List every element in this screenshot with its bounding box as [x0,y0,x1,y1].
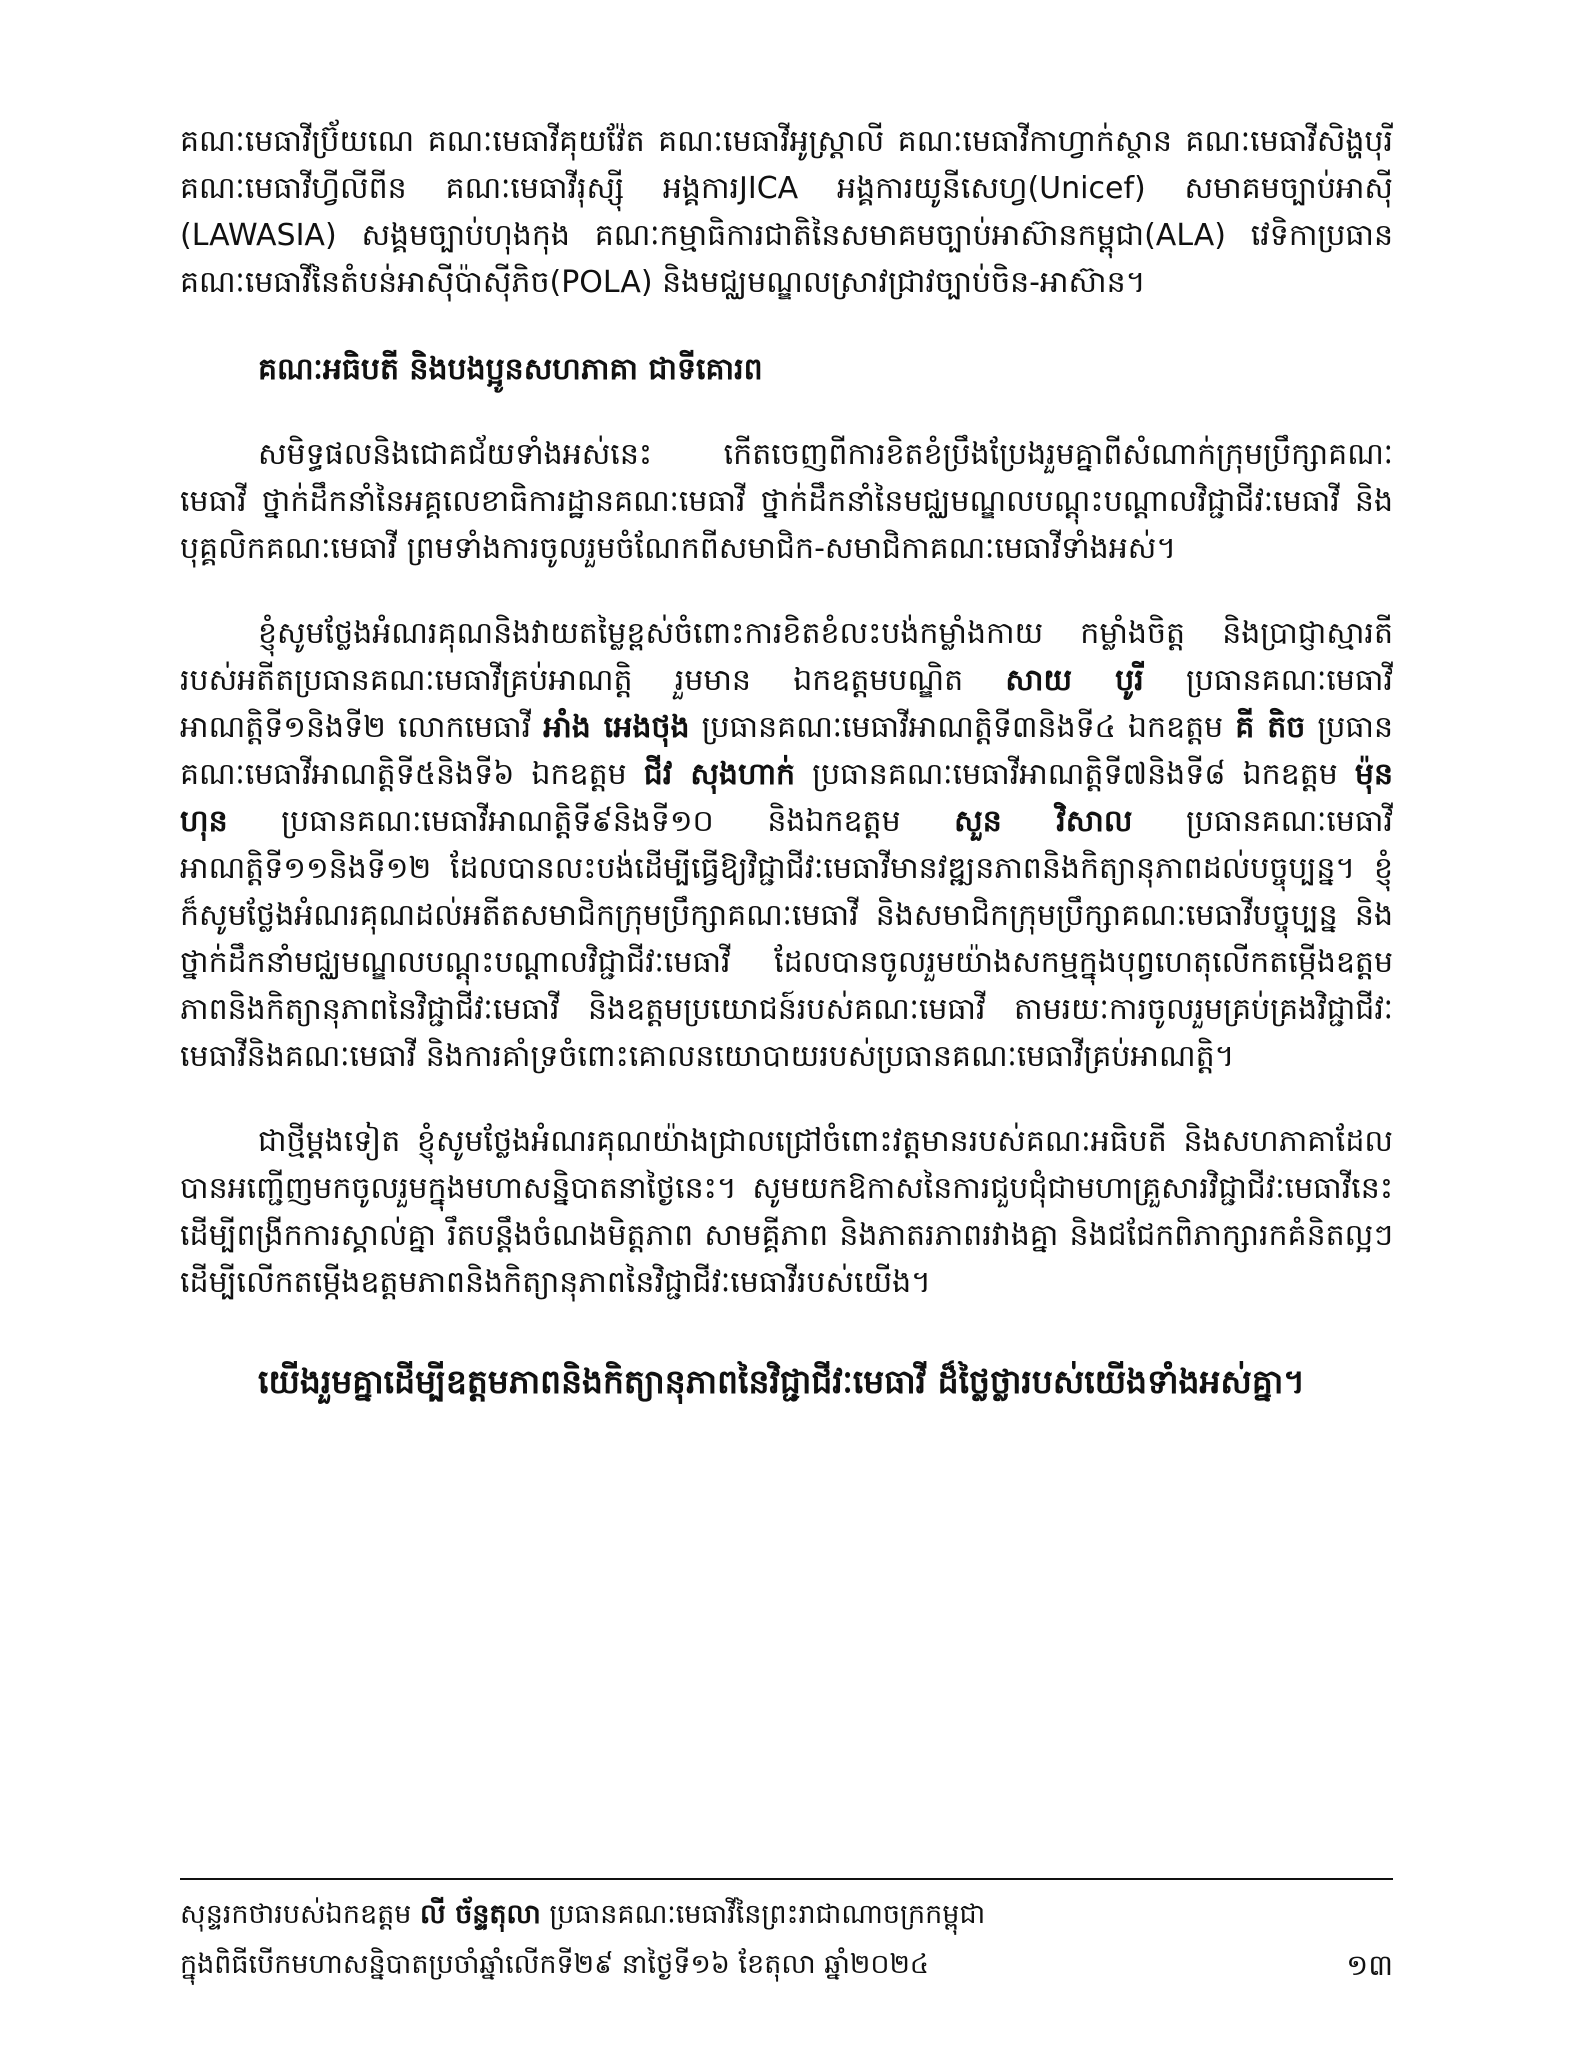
former-president-name: ជីវ សុងហាក់ [643,757,796,792]
page-number: ១៣ [1346,1948,1393,1982]
footer-speaker-name: លី ច័ន្ទតុលា [419,1899,541,1930]
text-segment: ប្រធានគណៈមេធាវីអាណត្តិទី៥និងទី៦ ឯកឧត្តម [180,710,1394,792]
speech-body [180,118,1393,1405]
paragraph-partners: គណៈមេធាវីប៊្រ័យណេ គណៈមេធាវីគុយវ៉ែត គណៈមេធាវីអូស្ត្រាលី គណៈមេធាវីកាហ្វាក់ស្ថាន គណៈមេធាវីសិង្ហបុរី គណៈមេធាវីហ្វីលីពីន គណៈមេធាវីរុស្ស៊ី អង្គការJICA អង្គការយូនីសេហ្វ(Unicef) សមាគមច្បាប់អាស៊ី (LAWASIA) សង្គមច្បាប់ហុងកុង គណៈកម្មាធិការជាតិនៃសមាគមច្បាប់អាស៊ានកម្ពុជា(ALA) វេទិកាប្រធានគណៈមេធាវីនៃតំបន់អាស៊ីប៉ាស៊ីភិច(POLA) និងមជ្ឈមណ្ឌលស្រាវជ្រាវច្បាប់ចិន-អាស៊ាន។ [180,124,1393,300]
text-segment: ប្រធានគណៈមេធាវីអាណត្តិទី៧និងទី៨ ឯកឧត្តម [795,757,1355,792]
footer-prefix: សុន្ទរកថារបស់ឯកឧត្តម [180,1899,420,1930]
closing-statement: យើងរួមគ្នាដើម្បីឧត្តមភាពនិងកិត្យានុភាពនៃវិជ្ជាជីវៈមេធាវី ដ៏ថ្លៃថ្លារបស់យើងទាំងអស់គ្នា។ [258,1362,1306,1401]
paragraph-thanks-guests: ជាថ្មីម្តងទៀត ខ្ញុំសូមថ្លែងអំណរគុណយ៉ាងជ្រាលជ្រៅចំពោះវត្តមានរបស់គណៈអធិបតី និងសហភាគាដែលបានអញ្ជើញមកចូលរួមក្នុងមហាសន្និបាតនាថ្ងៃនេះ។ សូមយកឱកាសនៃការជួបជុំជាមហាគ្រួសារវិជ្ជាជីវៈមេធាវីនេះ ដើម្បីពង្រីកការស្គាល់គ្នា រឹតបន្តឹងចំណងមិត្តភាព សាមគ្គីភាព និងភាតរភាពរវាងគ្នា និងជជែកពិភាក្សារកគំនិតល្អៗដើម្បីលើកតម្កើងឧត្តមភាពនិងកិត្យានុភាពនៃវិជ្ជាជីវៈមេធាវីរបស់យើង។ [180,1124,1393,1300]
former-president-name: សាយ បូរី [1005,663,1144,698]
former-president-name: សួន វិសាល [954,804,1133,839]
text-segment: ខ្ញុំសូមថ្លែងអំណរគុណនិងវាយតម្លៃខ្ពស់ចំពោះការខិតខំលះបង់កម្លាំងកាយ កម្លាំងចិត្ត និងប្រាជ្ញាស្មារតីរបស់អតីតប្រធានគណៈមេធាវីគ្រប់អាណត្តិ រួមមាន ឯកឧត្តមបណ្ឌិត [180,616,1393,698]
footer-line-1 [180,1890,1393,1940]
paragraph-achievements: សមិទ្ធផលនិងជោគជ័យទាំងអស់នេះ កើតចេញពីការខិតខំប្រឹងប្រែងរួមគ្នាពីសំណាក់ក្រុមប្រឹក្សាគណៈមេធាវី ថ្នាក់ដឹកនាំនៃអគ្គលេខាធិការដ្ឋានគណៈមេធាវី ថ្នាក់ដឹកនាំនៃមជ្ឈមណ្ឌលបណ្តុះបណ្តាលវិជ្ជាជីវៈមេធាវី និងបុគ្គលិកគណៈមេធាវី ព្រមទាំងការចូលរួមចំណែកពីសមាជិក-សមាជិកាគណៈមេធាវីទាំងអស់។ [180,437,1393,566]
text-segment: ប្រធានគណៈមេធាវីអាណត្តិទី៩និងទី១០ និងឯកឧត្តម [227,804,955,839]
paragraph-gratitude-presidents [180,610,1393,1080]
text-segment: ប្រធានគណៈមេធាវីអាណត្តិទី៣និងទី៤ ឯកឧត្តម [689,710,1236,745]
text-segment: ប្រធានគណៈមេធាវីអាណត្តិទី១១និងទី១២ ដែលបានលះបង់ដើម្បីធ្វើឱ្យវិជ្ជាជីវៈមេធាវីមានវឌ្ឍនភាពនិងកិត្យានុភាពដល់បច្ចុប្បន្ន។ ខ្ញុំក៏សូមថ្លែងអំណរគុណដល់អតីតសមាជិកក្រុមប្រឹក្សាគណៈមេធាវី និងសមាជិកក្រុមប្រឹក្សាគណៈមេធាវីបច្ចុប្បន្ន និងថ្នាក់ដឹកនាំមជ្ឈមណ្ឌលបណ្តុះបណ្តាលវិជ្ជាជីវៈមេធាវី ដែលបានចូលរួមយ៉ាងសកម្មក្នុងបុព្វហេតុលើកតម្កើងឧត្តមភាពនិងកិត្យានុភាពនៃវិជ្ជាជីវៈមេធាវី និងឧត្តមប្រយោជន៍របស់គណៈមេធាវី តាមរយៈការចូលរួមគ្រប់គ្រងវិជ្ជាជីវៈមេធាវីនិងគណៈមេធាវី និងការគាំទ្រចំពោះគោលនយោបាយរបស់ប្រធានគណៈមេធាវីគ្រប់អាណត្តិ។ [180,804,1393,1074]
former-president-name: ម៉ុន ហុន [180,757,1393,839]
page-footer [180,1890,1393,1990]
footer-line-2: ក្នុងពិធីបើកមហាសន្និបាតប្រចាំឆ្នាំលើកទី២៩ នាថ្ងៃទី១៦ ខែតុលា ឆ្នាំ២០២៤ [180,1949,929,1980]
former-president-name: អាំង អេងថុង [543,710,690,745]
salutation-heading: គណៈអធិបតី និងបងប្អូនសហភាគា ជាទីគោរព [258,352,763,387]
footer-suffix: ប្រធានគណៈមេធាវីនៃព្រះរាជាណាចក្រកម្ពុជា [540,1899,986,1930]
text-segment: ប្រធានគណៈមេធាវីអាណត្តិទី១និងទី២ លោកមេធាវី [180,663,1394,745]
footer-divider [180,1878,1393,1880]
former-president-name: គី តិច [1235,710,1306,745]
